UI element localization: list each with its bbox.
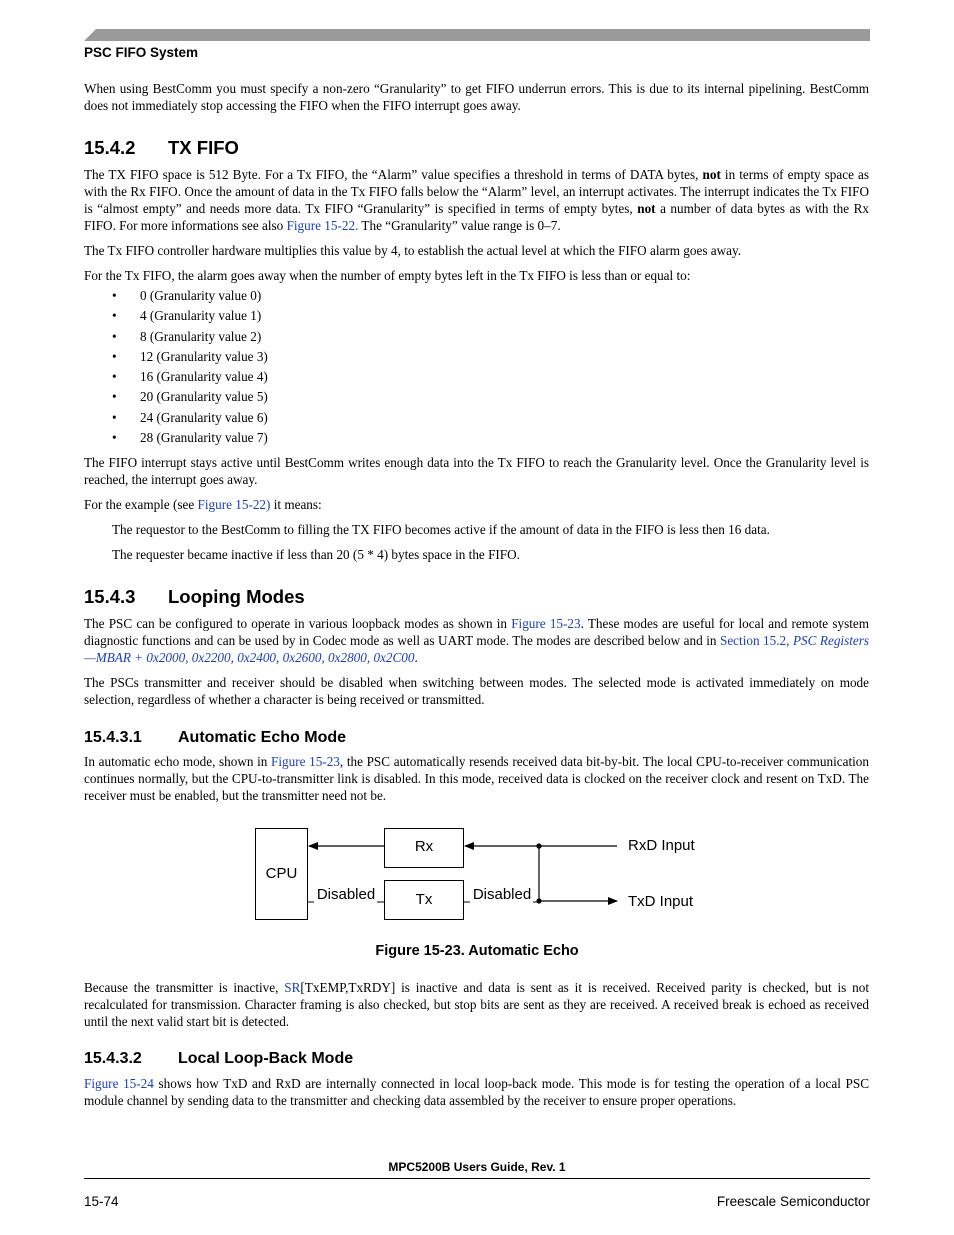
section-number: 15.4.3.1 [84, 729, 142, 746]
rxd-input-label: RxD Input [628, 837, 695, 854]
echo-paragraph-1: In automatic echo mode, shown in Figure 15-23, the PSC automatically resends received data bit-by-bit. The local CPU-to-receiver communication continues normally, but the CPU-to-transmitter link is disabled. In this mode, received data is clocked on the receiver clock and resent on TxD. The receiver must be enabled, but the transmitter need not be. [84, 754, 869, 803]
footer-company: Freescale Semiconductor [716, 1194, 870, 1209]
echo-paragraph-2: Because the transmitter is inactive, SR[TxEMP,TxRDY] is inactive and data is sent as it is received. Received parity is checked, but is not recalculated for transmission. Character framing is also checked, but stop bits are sent as they are received. A received break is echoed as received until the next valid start bit is detected. [84, 980, 869, 1029]
junction-dot [536, 898, 541, 903]
section-number: 15.4.3 [84, 586, 136, 607]
disabled-label-left: Disabled [316, 886, 376, 903]
list-item: • 24 (Granularity value 6) [112, 409, 268, 425]
section-heading-automatic-echo [84, 729, 346, 747]
tx-fifo-example-1: The requestor to the BestComm to filling the TX FIFO becomes active if the amount of data in the FIFO is less then 16 data. [112, 522, 770, 537]
page-number: 15-74 [84, 1194, 119, 1209]
tx-fifo-paragraph-5: For the example (see Figure 15-22) it means: [84, 497, 322, 512]
footer-document-title: MPC5200B Users Guide, Rev. 1 [388, 1160, 566, 1174]
bullet-icon: • [112, 389, 117, 405]
bullet-icon: • [112, 430, 117, 446]
footer-divider [84, 1178, 870, 1179]
automatic-echo-diagram [250, 822, 710, 932]
tx-fifo-example-2: The requester became inactive if less than 20 (5 * 4) bytes space in the FIFO. [112, 547, 520, 562]
running-header: PSC FIFO System [84, 45, 199, 60]
emphasis-not: not [637, 201, 656, 216]
intro-paragraph: When using BestComm you must specify a non-zero “Granularity” to get FIFO underrun errors. This is due to its internal pipelining. BestComm does not immediately stop accessing the FIFO when the FIFO interrupt goes away. [84, 81, 869, 113]
figure-15-22-link[interactable]: Figure 15-22. [286, 218, 359, 233]
section-title: TX FIFO [168, 137, 239, 158]
bullet-icon: • [112, 308, 117, 324]
looping-paragraph-1: The PSC can be configured to operate in various loopback modes as shown in Figure 15-23. These modes are useful for local and remote system diagnostic functions and can be used by in Codec mode as well as UART mode. The modes are described below and in Section 15.2, PSC Registers—MBAR + 0x2000, 0x2200, 0x2400, 0x2600, 0x2800, 0x2C00. [84, 616, 869, 665]
txd-input-label: TxD Input [628, 893, 694, 910]
list-item: • 20 (Granularity value 5) [112, 389, 268, 405]
disabled-label-right: Disabled [472, 886, 532, 903]
section-title: Automatic Echo Mode [178, 729, 347, 746]
section-15-2-link[interactable]: Section 15.2, [719, 633, 790, 648]
junction-dot [536, 843, 541, 848]
list-item: • 16 (Granularity value 4) [112, 369, 268, 385]
section-heading-tx-fifo [84, 137, 239, 159]
granularity-list [112, 287, 268, 449]
figure-15-23-link[interactable]: Figure 15-23 [271, 754, 340, 769]
tx-fifo-paragraph-1: The TX FIFO space is 512 Byte. For a Tx FIFO, the “Alarm” value specifies a threshold in terms of DATA bytes, not in terms of empty space as with the Rx FIFO. Once the amount of data in the Tx FIFO falls below the “Alarm” level, an interrupt activates. The interrupt indicates the Tx FIFO is “almost empty” and needs more data. Tx FIFO “Granularity” is specified in terms of empty bytes, not a number of data bytes as with the Rx FIFO. For more informations see also Figure 15-22. The “Granularity” value range is 0–7. [84, 167, 869, 233]
list-item: • 28 (Granularity value 7) [112, 430, 268, 446]
header-bar [84, 29, 870, 41]
list-item: • 8 (Granularity value 2) [112, 328, 262, 344]
bullet-icon: • [112, 369, 117, 385]
loopback-paragraph: Figure 15-24 shows how TxD and RxD are internally connected in local loop-back mode. This mode is for testing the operation of a local PSC module channel by sending data to the transmitter and checking data assembled by the receiver to ensure proper operations. [84, 1076, 869, 1108]
section-title: Local Loop-Back Mode [178, 1050, 354, 1067]
list-item: • 0 (Granularity value 0) [112, 288, 262, 303]
section-title: Looping Modes [168, 586, 305, 607]
bullet-icon: • [112, 348, 117, 364]
list-item: • 4 (Granularity value 1) [112, 308, 262, 324]
sr-register-link[interactable]: SR [284, 980, 301, 995]
figure-15-22-link[interactable]: Figure 15-22) [197, 497, 271, 512]
section-heading-local-loopback [84, 1050, 353, 1068]
tx-fifo-paragraph-2: The Tx FIFO controller hardware multiplies this value by 4, to establish the actual level at which the FIFO alarm goes away. [84, 243, 742, 258]
looping-paragraph-2: The PSCs transmitter and receiver should be disabled when switching between modes. The selected mode is activated immediately on mode selection, regardless of whether a character is being received or transmitted. [84, 675, 869, 707]
cpu-label: CPU [265, 865, 298, 882]
section-number: 15.4.3.2 [84, 1050, 142, 1067]
bullet-icon: • [112, 328, 117, 344]
tx-label: Tx [415, 891, 433, 908]
section-number: 15.4.2 [84, 137, 136, 158]
bullet-icon: • [112, 288, 117, 303]
figure-15-23-link[interactable]: Figure 15-23 [511, 616, 581, 631]
figure-caption: Figure 15-23. Automatic Echo [375, 943, 579, 959]
section-heading-looping-modes [84, 586, 305, 608]
tx-fifo-paragraph-3: For the Tx FIFO, the alarm goes away when the number of empty bytes left in the Tx FIFO is less than or equal to: [84, 268, 691, 283]
bullet-icon: • [112, 409, 117, 425]
tx-fifo-paragraph-4: The FIFO interrupt stays active until BestComm writes enough data into the Tx FIFO to reach the Granularity level. Once the Granularity level is reached, the interrupt goes away. [84, 455, 869, 487]
figure-15-24-link[interactable]: Figure 15-24 [84, 1076, 154, 1091]
rx-label: Rx [414, 838, 434, 855]
emphasis-not: not [702, 167, 721, 182]
list-item: • 12 (Granularity value 3) [112, 348, 268, 364]
psc-registers-link[interactable]: PSC Registers—MBAR + 0x2000, 0x2200, 0x2400, 0x2600, 0x2800, 0x2C00 [84, 633, 869, 665]
